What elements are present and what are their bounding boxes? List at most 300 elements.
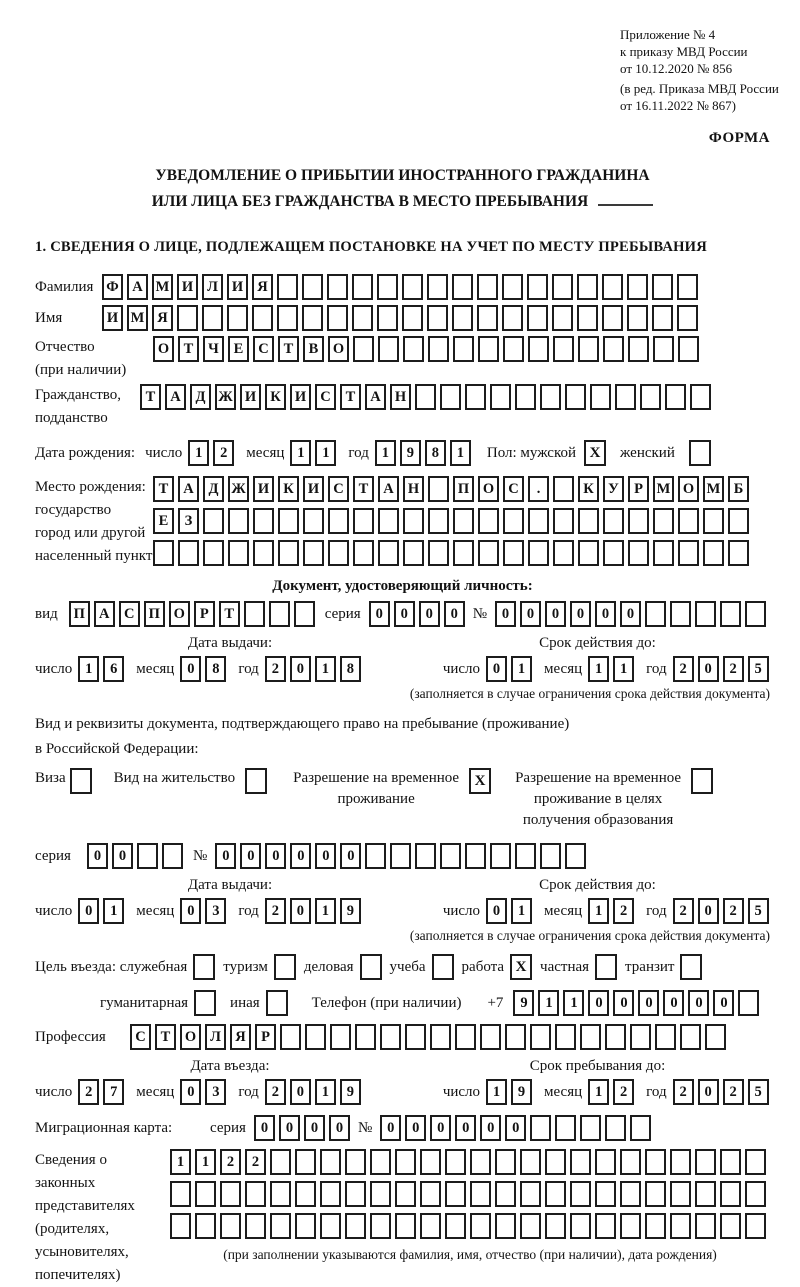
char-cell[interactable]: 1 [315, 440, 336, 466]
char-cell[interactable] [553, 336, 574, 362]
char-cell[interactable] [302, 274, 323, 300]
char-cell[interactable] [545, 1149, 566, 1175]
char-cell[interactable] [627, 274, 648, 300]
char-cell[interactable]: 0 [486, 656, 507, 682]
char-cell[interactable] [327, 274, 348, 300]
char-cell[interactable]: 1 [450, 440, 471, 466]
char-cell[interactable] [452, 305, 473, 331]
char-cell[interactable] [580, 1024, 601, 1050]
char-cell[interactable] [720, 1213, 741, 1239]
char-cell[interactable] [403, 508, 424, 534]
char-cell[interactable] [277, 305, 298, 331]
char-cell[interactable] [645, 601, 666, 627]
char-cell[interactable]: Ф [102, 274, 123, 300]
char-cell[interactable] [720, 1149, 741, 1175]
char-cell[interactable]: 0 [315, 843, 336, 869]
char-cell[interactable]: 2 [613, 898, 634, 924]
char-cell[interactable] [565, 843, 586, 869]
char-cell[interactable]: А [178, 476, 199, 502]
char-cell[interactable] [253, 508, 274, 534]
char-cell[interactable] [565, 384, 586, 410]
char-cell[interactable] [602, 305, 623, 331]
char-cell[interactable] [345, 1181, 366, 1207]
char-cell[interactable] [353, 508, 374, 534]
char-cell[interactable] [620, 1181, 641, 1207]
char-cell[interactable] [490, 384, 511, 410]
char-cell[interactable] [553, 476, 574, 502]
purpose-tourism-checkbox[interactable] [274, 954, 296, 980]
char-cell[interactable] [195, 1213, 216, 1239]
char-cell[interactable]: Д [190, 384, 211, 410]
char-cell[interactable] [528, 336, 549, 362]
char-cell[interactable] [390, 843, 411, 869]
char-cell[interactable] [705, 1024, 726, 1050]
char-cell[interactable]: 1 [511, 656, 532, 682]
char-cell[interactable] [245, 1181, 266, 1207]
char-cell[interactable] [395, 1181, 416, 1207]
char-cell[interactable] [530, 1024, 551, 1050]
char-cell[interactable] [478, 508, 499, 534]
char-cell[interactable] [578, 508, 599, 534]
char-cell[interactable]: Е [228, 336, 249, 362]
char-cell[interactable] [655, 1024, 676, 1050]
char-cell[interactable] [603, 540, 624, 566]
char-cell[interactable] [595, 1149, 616, 1175]
char-cell[interactable] [403, 540, 424, 566]
char-cell[interactable] [277, 274, 298, 300]
char-cell[interactable]: 8 [425, 440, 446, 466]
char-cell[interactable]: 0 [495, 601, 516, 627]
char-cell[interactable]: М [653, 476, 674, 502]
char-cell[interactable] [203, 508, 224, 534]
char-cell[interactable] [695, 1149, 716, 1175]
char-cell[interactable]: О [328, 336, 349, 362]
char-cell[interactable] [540, 843, 561, 869]
char-cell[interactable] [515, 843, 536, 869]
char-cell[interactable]: З [178, 508, 199, 534]
char-cell[interactable]: 0 [290, 898, 311, 924]
char-cell[interactable]: 9 [400, 440, 421, 466]
char-cell[interactable]: 1 [613, 656, 634, 682]
char-cell[interactable] [352, 274, 373, 300]
char-cell[interactable] [580, 1115, 601, 1141]
char-cell[interactable] [503, 540, 524, 566]
char-cell[interactable]: 0 [595, 601, 616, 627]
char-cell[interactable] [620, 1149, 641, 1175]
char-cell[interactable] [670, 1213, 691, 1239]
char-cell[interactable]: 0 [112, 843, 133, 869]
char-cell[interactable]: Р [255, 1024, 276, 1050]
char-cell[interactable]: 0 [613, 990, 634, 1016]
char-cell[interactable] [378, 336, 399, 362]
char-cell[interactable] [490, 843, 511, 869]
char-cell[interactable] [440, 384, 461, 410]
char-cell[interactable] [528, 508, 549, 534]
char-cell[interactable] [378, 540, 399, 566]
char-cell[interactable]: 0 [87, 843, 108, 869]
char-cell[interactable]: И [227, 274, 248, 300]
char-cell[interactable] [178, 540, 199, 566]
char-cell[interactable] [553, 508, 574, 534]
char-cell[interactable]: 0 [638, 990, 659, 1016]
char-cell[interactable]: 1 [588, 898, 609, 924]
char-cell[interactable]: 2 [673, 656, 694, 682]
char-cell[interactable]: Я [252, 274, 273, 300]
purpose-study-checkbox[interactable] [432, 954, 454, 980]
char-cell[interactable]: 0 [405, 1115, 426, 1141]
char-cell[interactable] [515, 384, 536, 410]
char-cell[interactable]: 2 [78, 1079, 99, 1105]
char-cell[interactable]: 0 [279, 1115, 300, 1141]
char-cell[interactable]: П [453, 476, 474, 502]
char-cell[interactable]: А [165, 384, 186, 410]
char-cell[interactable] [653, 508, 674, 534]
female-checkbox[interactable] [689, 440, 711, 466]
char-cell[interactable]: Т [140, 384, 161, 410]
char-cell[interactable] [577, 274, 598, 300]
char-cell[interactable] [415, 843, 436, 869]
char-cell[interactable]: О [169, 601, 190, 627]
char-cell[interactable]: 0 [486, 898, 507, 924]
char-cell[interactable]: 0 [394, 601, 415, 627]
char-cell[interactable] [552, 274, 573, 300]
char-cell[interactable]: 0 [444, 601, 465, 627]
char-cell[interactable] [630, 1024, 651, 1050]
char-cell[interactable]: Ж [215, 384, 236, 410]
char-cell[interactable]: С [315, 384, 336, 410]
char-cell[interactable] [628, 508, 649, 534]
char-cell[interactable]: С [130, 1024, 151, 1050]
char-cell[interactable] [477, 274, 498, 300]
char-cell[interactable] [628, 336, 649, 362]
char-cell[interactable] [690, 384, 711, 410]
char-cell[interactable]: Т [219, 601, 240, 627]
char-cell[interactable]: Т [153, 476, 174, 502]
char-cell[interactable]: 1 [290, 440, 311, 466]
char-cell[interactable]: 0 [380, 1115, 401, 1141]
char-cell[interactable] [528, 540, 549, 566]
char-cell[interactable]: 1 [588, 656, 609, 682]
char-cell[interactable] [503, 508, 524, 534]
char-cell[interactable] [495, 1213, 516, 1239]
char-cell[interactable] [628, 540, 649, 566]
char-cell[interactable] [745, 1213, 766, 1239]
char-cell[interactable] [327, 305, 348, 331]
char-cell[interactable] [195, 1181, 216, 1207]
char-cell[interactable] [677, 274, 698, 300]
char-cell[interactable] [620, 1213, 641, 1239]
char-cell[interactable]: П [144, 601, 165, 627]
char-cell[interactable]: 1 [315, 898, 336, 924]
char-cell[interactable]: 1 [188, 440, 209, 466]
char-cell[interactable] [378, 508, 399, 534]
char-cell[interactable]: 0 [505, 1115, 526, 1141]
char-cell[interactable] [228, 540, 249, 566]
char-cell[interactable] [252, 305, 273, 331]
char-cell[interactable] [330, 1024, 351, 1050]
char-cell[interactable]: А [94, 601, 115, 627]
char-cell[interactable] [377, 274, 398, 300]
char-cell[interactable]: 0 [254, 1115, 275, 1141]
char-cell[interactable]: 2 [213, 440, 234, 466]
char-cell[interactable] [545, 1213, 566, 1239]
char-cell[interactable] [170, 1181, 191, 1207]
char-cell[interactable] [269, 601, 290, 627]
temp-residence-checkbox[interactable]: X [469, 768, 491, 794]
char-cell[interactable] [445, 1213, 466, 1239]
char-cell[interactable]: О [478, 476, 499, 502]
char-cell[interactable] [228, 508, 249, 534]
char-cell[interactable] [455, 1024, 476, 1050]
char-cell[interactable] [570, 1213, 591, 1239]
char-cell[interactable]: 0 [698, 1079, 719, 1105]
char-cell[interactable] [137, 843, 158, 869]
char-cell[interactable] [603, 336, 624, 362]
char-cell[interactable] [470, 1181, 491, 1207]
edu-residence-checkbox[interactable] [691, 768, 713, 794]
char-cell[interactable]: С [328, 476, 349, 502]
char-cell[interactable]: Т [353, 476, 374, 502]
char-cell[interactable] [495, 1149, 516, 1175]
char-cell[interactable]: 0 [688, 990, 709, 1016]
char-cell[interactable]: М [152, 274, 173, 300]
char-cell[interactable] [695, 601, 716, 627]
char-cell[interactable] [465, 384, 486, 410]
char-cell[interactable] [278, 540, 299, 566]
char-cell[interactable] [527, 305, 548, 331]
char-cell[interactable] [353, 336, 374, 362]
char-cell[interactable] [365, 843, 386, 869]
char-cell[interactable]: 0 [180, 656, 201, 682]
char-cell[interactable]: А [378, 476, 399, 502]
char-cell[interactable]: К [278, 476, 299, 502]
char-cell[interactable] [503, 336, 524, 362]
char-cell[interactable]: 2 [723, 1079, 744, 1105]
char-cell[interactable] [377, 305, 398, 331]
char-cell[interactable]: 2 [265, 898, 286, 924]
char-cell[interactable] [595, 1181, 616, 1207]
char-cell[interactable]: 0 [180, 898, 201, 924]
char-cell[interactable]: 8 [205, 656, 226, 682]
purpose-work-checkbox[interactable]: X [510, 954, 532, 980]
char-cell[interactable] [253, 540, 274, 566]
char-cell[interactable]: 1 [511, 898, 532, 924]
char-cell[interactable] [527, 274, 548, 300]
char-cell[interactable] [427, 274, 448, 300]
char-cell[interactable] [320, 1149, 341, 1175]
char-cell[interactable] [420, 1181, 441, 1207]
char-cell[interactable] [520, 1149, 541, 1175]
char-cell[interactable]: 0 [329, 1115, 350, 1141]
char-cell[interactable]: 3 [205, 898, 226, 924]
char-cell[interactable] [305, 1024, 326, 1050]
char-cell[interactable]: 5 [748, 1079, 769, 1105]
char-cell[interactable]: И [102, 305, 123, 331]
char-cell[interactable]: К [578, 476, 599, 502]
char-cell[interactable] [745, 601, 766, 627]
char-cell[interactable] [578, 540, 599, 566]
char-cell[interactable] [420, 1149, 441, 1175]
char-cell[interactable] [520, 1213, 541, 1239]
char-cell[interactable]: И [303, 476, 324, 502]
char-cell[interactable] [320, 1213, 341, 1239]
char-cell[interactable] [395, 1213, 416, 1239]
char-cell[interactable]: 6 [103, 656, 124, 682]
char-cell[interactable] [295, 1213, 316, 1239]
char-cell[interactable] [590, 384, 611, 410]
char-cell[interactable]: 0 [663, 990, 684, 1016]
char-cell[interactable]: 0 [180, 1079, 201, 1105]
char-cell[interactable]: В [303, 336, 324, 362]
char-cell[interactable]: Р [628, 476, 649, 502]
char-cell[interactable]: 0 [304, 1115, 325, 1141]
char-cell[interactable] [745, 1181, 766, 1207]
char-cell[interactable]: 0 [430, 1115, 451, 1141]
char-cell[interactable] [402, 274, 423, 300]
char-cell[interactable] [453, 336, 474, 362]
purpose-service-checkbox[interactable] [193, 954, 215, 980]
char-cell[interactable] [395, 1149, 416, 1175]
char-cell[interactable]: 2 [673, 898, 694, 924]
char-cell[interactable] [428, 540, 449, 566]
male-checkbox[interactable]: X [584, 440, 606, 466]
char-cell[interactable]: 9 [513, 990, 534, 1016]
char-cell[interactable]: 2 [613, 1079, 634, 1105]
purpose-humanitarian-checkbox[interactable] [194, 990, 216, 1016]
char-cell[interactable] [227, 305, 248, 331]
char-cell[interactable]: 5 [748, 898, 769, 924]
char-cell[interactable] [545, 1181, 566, 1207]
char-cell[interactable]: 2 [723, 656, 744, 682]
char-cell[interactable] [440, 843, 461, 869]
residence-permit-checkbox[interactable] [245, 768, 267, 794]
char-cell[interactable] [505, 1024, 526, 1050]
char-cell[interactable] [477, 305, 498, 331]
char-cell[interactable]: 0 [215, 843, 236, 869]
char-cell[interactable]: Ч [203, 336, 224, 362]
char-cell[interactable] [602, 274, 623, 300]
char-cell[interactable]: 0 [78, 898, 99, 924]
char-cell[interactable] [370, 1149, 391, 1175]
char-cell[interactable]: 0 [240, 843, 261, 869]
char-cell[interactable]: Т [340, 384, 361, 410]
char-cell[interactable] [220, 1181, 241, 1207]
purpose-transit-checkbox[interactable] [680, 954, 702, 980]
char-cell[interactable]: 2 [265, 1079, 286, 1105]
char-cell[interactable] [670, 601, 691, 627]
char-cell[interactable] [578, 336, 599, 362]
char-cell[interactable] [478, 540, 499, 566]
char-cell[interactable] [370, 1213, 391, 1239]
char-cell[interactable] [445, 1181, 466, 1207]
char-cell[interactable] [630, 1115, 651, 1141]
char-cell[interactable]: 3 [205, 1079, 226, 1105]
char-cell[interactable]: Я [152, 305, 173, 331]
char-cell[interactable] [403, 336, 424, 362]
char-cell[interactable]: 1 [588, 1079, 609, 1105]
char-cell[interactable]: 1 [315, 1079, 336, 1105]
char-cell[interactable]: 0 [290, 656, 311, 682]
char-cell[interactable] [695, 1181, 716, 1207]
char-cell[interactable] [203, 540, 224, 566]
char-cell[interactable] [303, 540, 324, 566]
char-cell[interactable] [670, 1181, 691, 1207]
char-cell[interactable] [720, 601, 741, 627]
char-cell[interactable] [320, 1181, 341, 1207]
char-cell[interactable] [480, 1024, 501, 1050]
char-cell[interactable]: Т [278, 336, 299, 362]
char-cell[interactable] [595, 1213, 616, 1239]
char-cell[interactable]: 1 [170, 1149, 191, 1175]
char-cell[interactable] [530, 1115, 551, 1141]
char-cell[interactable] [405, 1024, 426, 1050]
char-cell[interactable]: 1 [315, 656, 336, 682]
char-cell[interactable] [445, 1149, 466, 1175]
char-cell[interactable] [605, 1024, 626, 1050]
char-cell[interactable] [420, 1213, 441, 1239]
char-cell[interactable]: М [703, 476, 724, 502]
char-cell[interactable] [415, 384, 436, 410]
char-cell[interactable] [328, 540, 349, 566]
char-cell[interactable] [703, 540, 724, 566]
char-cell[interactable] [720, 1181, 741, 1207]
char-cell[interactable] [703, 508, 724, 534]
char-cell[interactable] [665, 384, 686, 410]
char-cell[interactable] [353, 540, 374, 566]
char-cell[interactable] [355, 1024, 376, 1050]
char-cell[interactable] [502, 274, 523, 300]
char-cell[interactable] [430, 1024, 451, 1050]
char-cell[interactable]: Я [230, 1024, 251, 1050]
char-cell[interactable] [553, 540, 574, 566]
visa-checkbox[interactable] [70, 768, 92, 794]
purpose-business-checkbox[interactable] [360, 954, 382, 980]
char-cell[interactable] [453, 508, 474, 534]
char-cell[interactable] [453, 540, 474, 566]
char-cell[interactable] [177, 305, 198, 331]
char-cell[interactable]: Д [203, 476, 224, 502]
char-cell[interactable] [653, 540, 674, 566]
char-cell[interactable]: Н [403, 476, 424, 502]
char-cell[interactable]: 1 [563, 990, 584, 1016]
char-cell[interactable]: Ж [228, 476, 249, 502]
char-cell[interactable]: 1 [78, 656, 99, 682]
char-cell[interactable] [270, 1149, 291, 1175]
char-cell[interactable] [678, 540, 699, 566]
char-cell[interactable]: 1 [375, 440, 396, 466]
char-cell[interactable]: О [153, 336, 174, 362]
char-cell[interactable]: И [253, 476, 274, 502]
char-cell[interactable]: Т [178, 336, 199, 362]
char-cell[interactable]: 0 [713, 990, 734, 1016]
char-cell[interactable] [520, 1181, 541, 1207]
char-cell[interactable]: 0 [620, 601, 641, 627]
char-cell[interactable]: 0 [455, 1115, 476, 1141]
char-cell[interactable]: . [528, 476, 549, 502]
char-cell[interactable] [605, 1115, 626, 1141]
char-cell[interactable] [570, 1149, 591, 1175]
char-cell[interactable] [570, 1181, 591, 1207]
char-cell[interactable]: И [290, 384, 311, 410]
char-cell[interactable]: 1 [538, 990, 559, 1016]
char-cell[interactable] [652, 305, 673, 331]
purpose-other-checkbox[interactable] [266, 990, 288, 1016]
char-cell[interactable] [278, 508, 299, 534]
char-cell[interactable]: 0 [480, 1115, 501, 1141]
char-cell[interactable]: К [265, 384, 286, 410]
char-cell[interactable] [153, 540, 174, 566]
char-cell[interactable]: 2 [265, 656, 286, 682]
